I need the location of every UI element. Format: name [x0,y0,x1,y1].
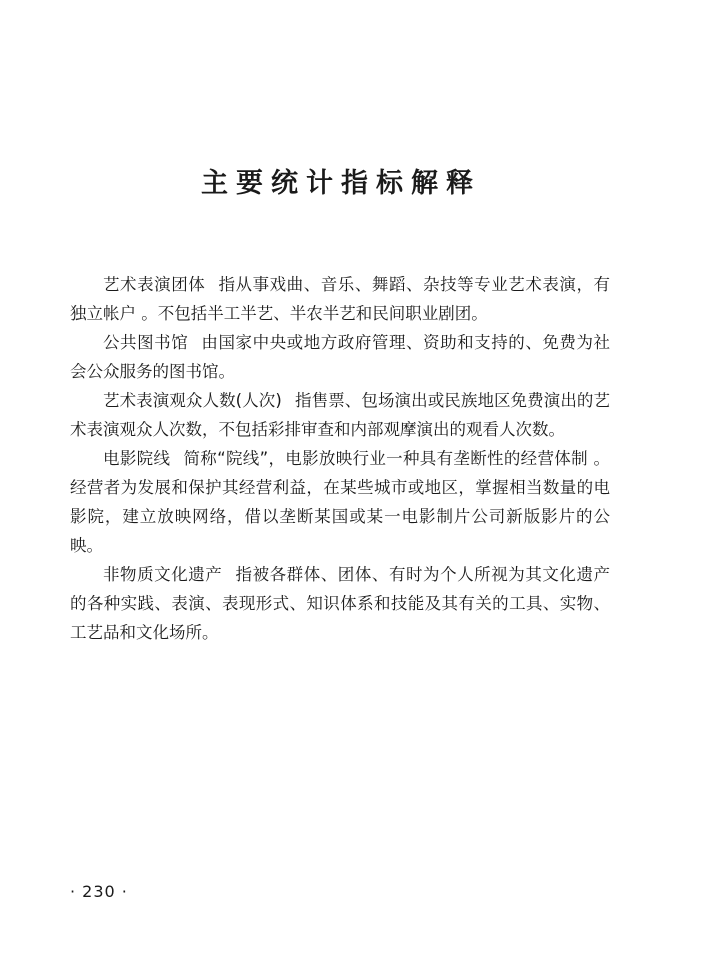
definition-text: 简称“院线”，电影放映行业一种具有垄断性的经营体制 。经营者为发展和保护其经营利益，在某些城市或地区，掌握相当数量的电影院，建立放映网络，借以垄断某国或某一电影制片公司新版影片的公映。 [70,449,611,555]
definition-item [70,386,610,444]
definition-term: 艺术表演观众人数(人次) [103,391,282,410]
definition-text: 指售票、包场演出或民族地区免费演出的艺术表演观众人次数，不包括彩排审查和内部观摩演出的观看人次数。 [70,391,611,439]
definitions-list [70,270,610,647]
definition-term: 非物质文化遗产 [103,565,223,584]
page-title: 主要统计指标解释 [201,168,481,200]
definition-term: 电影院线 [103,449,171,468]
definition-item [70,444,610,560]
definition-term: 公共图书馆 [103,333,189,352]
definition-item [70,560,610,647]
page-number: · 230 · [70,882,128,901]
definition-text: 由国家中央或地方政府管理、资助和支持的、免费为社会公众服务的图书馆。 [70,333,610,381]
definition-text: 指从事戏曲、音乐、舞蹈、杂技等专业艺术表演，有独立帐户 。不包括半工半艺、半农半艺和民间职业剧团。 [70,275,610,323]
definition-text: 指被各群体、团体、有时为个人所视为其文化遗产的各种实践、表演、表现形式、知识体系和技能及其有关的工具、实物、工艺品和文化场所。 [70,565,610,642]
definition-item [70,328,610,386]
definition-term: 艺术表演团体 [103,275,206,294]
definition-item [70,270,610,328]
